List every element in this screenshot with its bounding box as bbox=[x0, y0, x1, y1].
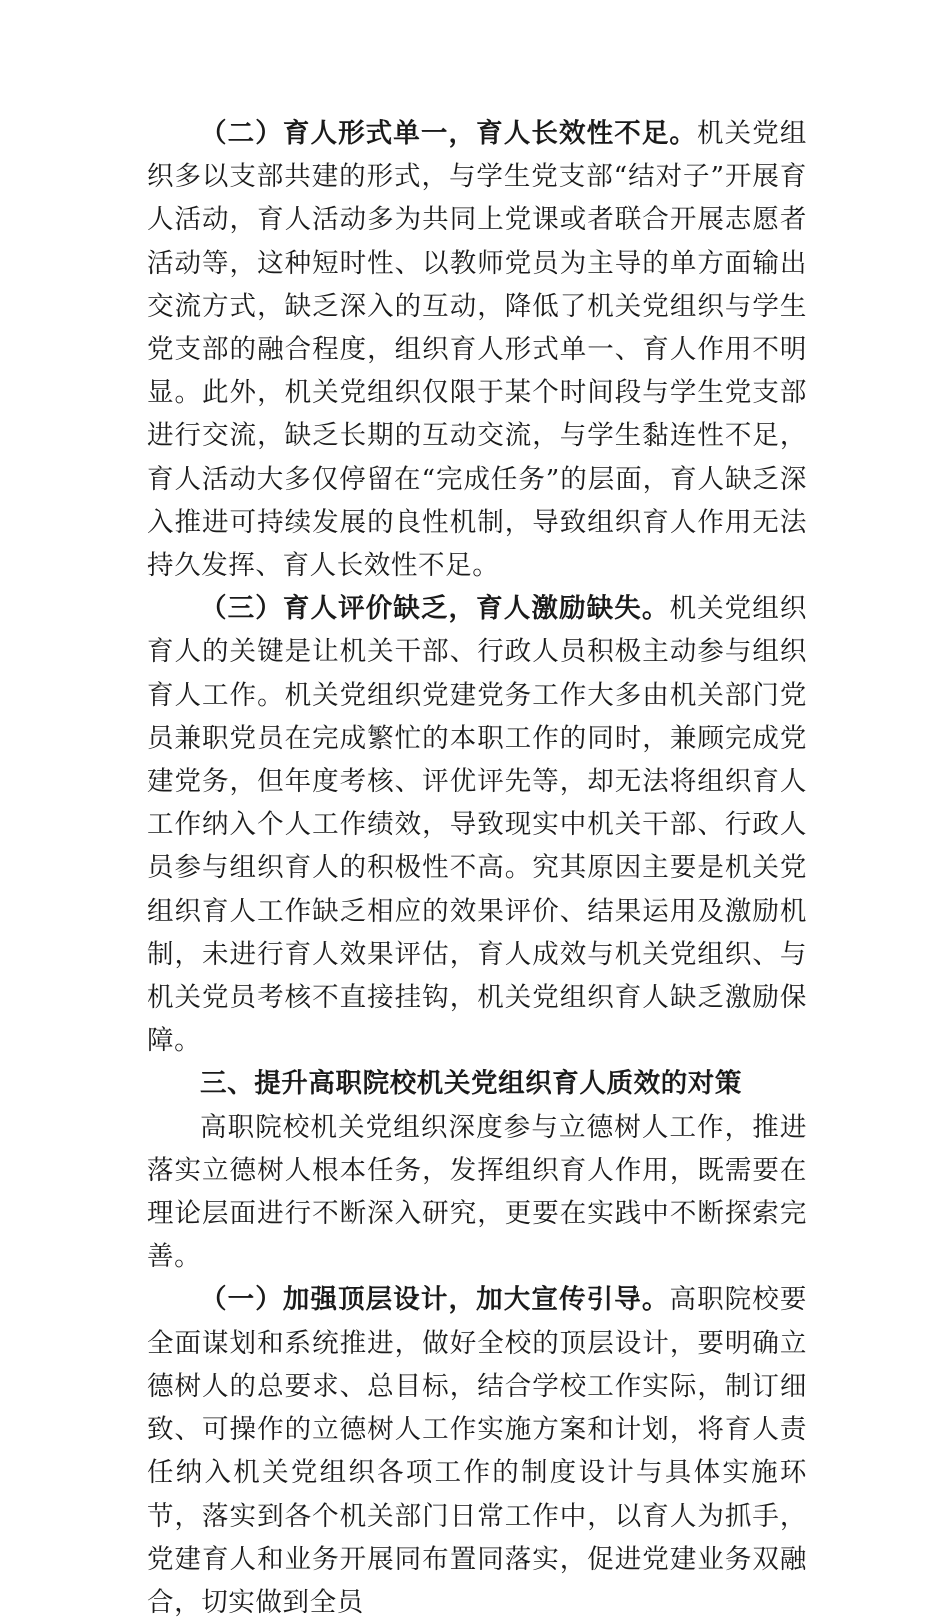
paragraph-body-2-3: 机关党组织育人的关键是让机关干部、行政人员积极主动参与组织育人工作。机关党组织党建党务工作大多由机关部门党员兼职党员在完成繁忙的本职工作的同时，兼顾完成党建党务，但年度考核、评优评先等，却无法将组织育人工作纳入个人工作绩效，导致现实中机关干部、行政人员参与组织育人的积极性不高。究其原因主要是机关党组织育人工作缺乏相应的效果评价、结果运用及激励机制，未进行育人效果评估，育人成效与机关党组织、与机关党员考核不直接挂钩，机关党组织育人缺乏激励保障。 bbox=[147, 593, 808, 1057]
paragraph-body-2-2: 机关党组织多以支部共建的形式，与学生党支部“结对子”开展育人活动，育人活动多为共同上党课或者联合开展志愿者活动等，这种短时性、以教师党员为主导的单方面输出交流方式，缺乏深入的互动，降低了机关党组织与学生党支部的融合程度，组织育人形式单一、育人作用不明显。此外，机关党组织仅限于某个时间段与学生党支部进行交流，缺乏长期的互动交流，与学生黏连性不足，育人活动大多仅停留在“完成任务”的层面，育人缺乏深入推进可持续发展的良性机制，导致组织育人作用无法持久发挥、育人长效性不足。 bbox=[147, 118, 807, 582]
paragraph-body-3-intro: 高职院校机关党组织深度参与立德树人工作，推进落实立德树人根本任务，发挥组织育人作用，既需要在理论层面进行不断深入研究，更要在实践中不断探索完善。 bbox=[147, 1111, 807, 1273]
document-page bbox=[147, 112, 807, 1624]
paragraph-body-3-1: 高职院校要全面谋划和系统推进，做好全校的顶层设计，要明确立德树人的总要求、总目标，结合学校工作实际，制订细致、可操作的立德树人工作实施方案和计划，将育人责任纳入机关党组织各项工作的制度设计与具体实施环节，落实到各个机关部门日常工作中，以育人为抓手，党建育人和业务开展同布置同落实，促进党建业务双融合，切实做到全员 bbox=[147, 1284, 808, 1618]
paragraph-3-1 bbox=[147, 1278, 807, 1624]
section-heading-3: 三、提升高职院校机关党组织育人质效的对策 bbox=[200, 1068, 742, 1100]
paragraph-lead-3-1: （一）加强顶层设计，加大宣传引导。 bbox=[200, 1284, 670, 1316]
paragraph-lead-2-2: （二）育人形式单一，育人长效性不足。 bbox=[200, 118, 698, 149]
paragraph-2-3 bbox=[147, 587, 807, 1062]
paragraph-2-2 bbox=[147, 112, 807, 587]
paragraph-lead-2-3: （三）育人评价缺乏，育人激励缺失。 bbox=[200, 593, 670, 625]
paragraph-3-intro bbox=[147, 1106, 807, 1279]
